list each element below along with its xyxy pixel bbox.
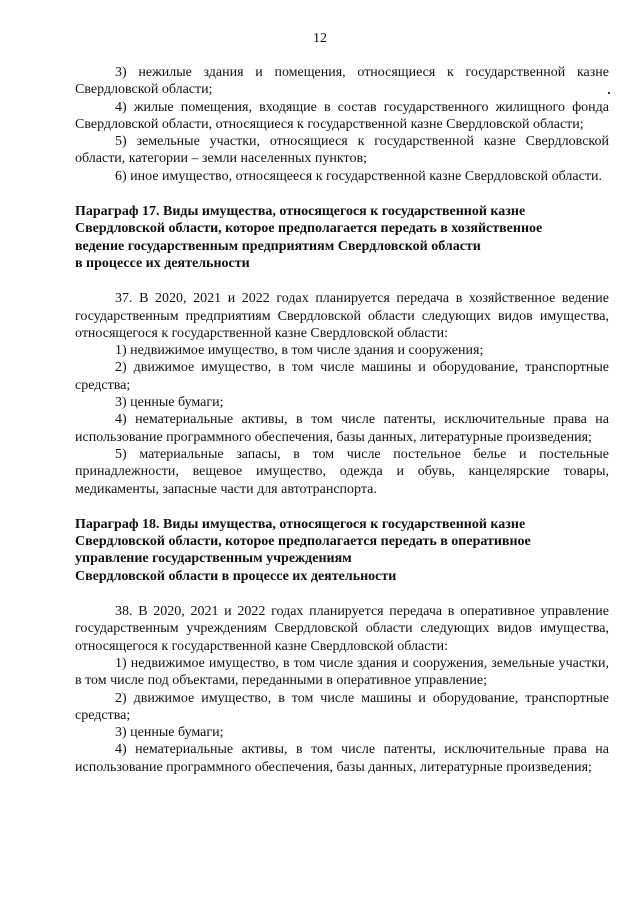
list-item: 3) нежилые здания и помещения, относящиеся к государственной казне Свердловской области; xyxy=(75,65,609,98)
list-item: 1) недвижимое имущество, в том числе здания и сооружения; xyxy=(115,343,484,359)
heading-line: Свердловской области, которое предполагается передать в оперативное xyxy=(75,534,531,550)
list-item: 2) движимое имущество, в том числе машины и оборудование, транспортные средства; xyxy=(75,690,609,723)
list-item: 4) нематериальные активы, в том числе патенты, исключительные права на использование программного обеспечения, базы данных, литературные произведения; xyxy=(75,742,609,775)
heading-line: Свердловской области, которое предполагается передать в хозяйственное xyxy=(75,221,543,237)
heading-line: ведение государственным предприятиям Свердловской области xyxy=(75,238,481,254)
section-heading-18 xyxy=(75,516,609,585)
list-item: 1) недвижимое имущество, в том числе здания и сооружения, земельные участки, в том числе под объектами, переданными в оперативное управление; xyxy=(75,655,609,689)
list-item: 3) ценные бумаги; xyxy=(115,725,224,741)
list-item: 4) жилые помещения, входящие в состав государственного жилищного фонда Свердловской области, относящиеся к государственной казне Свердловской области; xyxy=(75,99,609,132)
section-heading-17 xyxy=(75,203,609,272)
list-item: 6) иное имущество, относящееся к государственной казне Свердловской области. xyxy=(115,168,602,184)
heading-line: в процессе их деятельности xyxy=(75,255,250,271)
page-number: 12 xyxy=(313,31,327,46)
heading-line: управление государственным учреждениям xyxy=(75,551,352,567)
heading-line: Параграф 18. Виды имущества, относящегося к государственной казне xyxy=(75,516,526,532)
page-content xyxy=(75,64,609,776)
paragraph-38-intro: 38. В 2020, 2021 и 2022 годах планируется передача в оперативное управление государственным учреждениям Свердловской области следующих видов имущества, относящегося к государственной казне Свердловской области: xyxy=(75,604,609,654)
heading-line: Параграф 17. Виды имущества, относящегося к государственной казне xyxy=(75,204,526,220)
list-item: 3) ценные бумаги; xyxy=(115,395,224,411)
list-item: 2) движимое имущество, в том числе машины и оборудование, транспортные средства; xyxy=(75,360,609,393)
list-item: 4) нематериальные активы, в том числе патенты, исключительные права на использование программного обеспечения, базы данных, литературные произведения; xyxy=(75,412,609,445)
heading-line: Свердловской области в процессе их деятельности xyxy=(75,568,397,584)
list-item: 5) земельные участки, относящиеся к государственной казне Свердловской области, категории – земли населенных пунктов; xyxy=(75,134,609,167)
list-item: 5) материальные запасы, в том числе постельное белье и постельные принадлежности, вещевое имущество, одежда и обувь, канцелярские товары, медикаменты, запасные части для автотранспорта. xyxy=(75,446,609,497)
paragraph-37-intro: 37. В 2020, 2021 и 2022 годах планируется передача в хозяйственное ведение государственным предприятиям Свердловской области следующих видов имущества, относящегося к государственной казне Свердловской области: xyxy=(75,291,609,341)
